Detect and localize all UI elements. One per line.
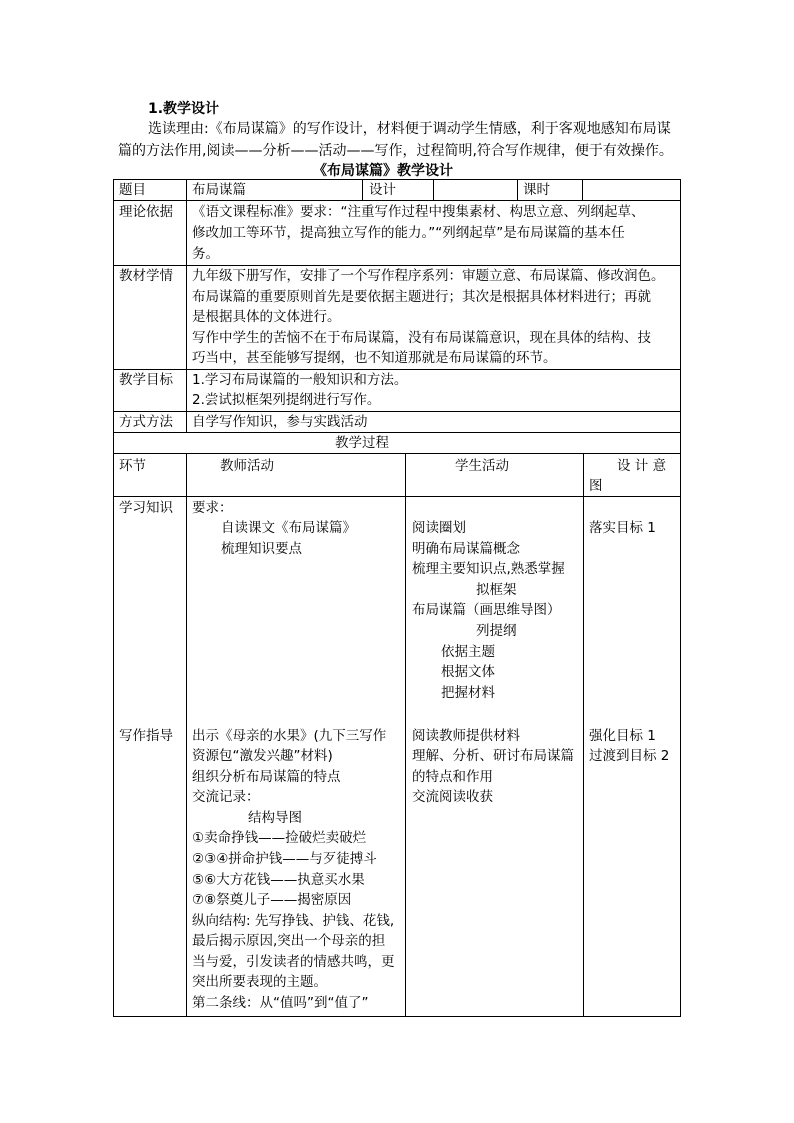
writing-teacher-line: 第二条线：从“值吗”到“值了” xyxy=(192,995,369,1011)
textbook-line: 写作中学生的苦恼不在于布局谋篇，没有布局谋篇意识，现在具体的结构、技 xyxy=(192,330,651,346)
intro-line-1: 选读理由:《布局谋篇》的写作设计，材料便于调动学生情感，利于客观地感知布局谋 xyxy=(148,121,671,137)
study-student-line: 根据文体 xyxy=(441,664,495,680)
method-label: 方式方法 xyxy=(119,414,173,430)
theory-line: 《语文课程标准》要求：“注重写作过程中搜集素材、构思立意、列纲起草、 xyxy=(192,204,645,220)
study-student-line: 布局谋篇（画思维导图） xyxy=(412,602,561,618)
theory-line: 务。 xyxy=(192,246,219,262)
design-label: 设计 xyxy=(369,182,396,198)
textbook-line: 巧当中，甚至能够写提纲，也不知道那就是布局谋篇的环节。 xyxy=(192,350,557,366)
writing-stage: 写作指导 xyxy=(119,728,173,744)
section-heading: 1.教学设计 xyxy=(148,101,220,117)
study-student-line: 列提纲 xyxy=(476,623,517,639)
goal-item: 1.学习布局谋篇的一般知识和方法。 xyxy=(192,372,408,388)
writing-student-line: 阅读教师提供材料 xyxy=(412,728,520,744)
study-student-line: 把握材料 xyxy=(441,685,495,701)
process-header: 教学过程 xyxy=(335,435,389,451)
writing-student-line: 的特点和作用 xyxy=(412,769,493,785)
goal-item: 2.尝试拟框架列提纲进行写作。 xyxy=(192,392,381,408)
column-intent: 设 计 意 xyxy=(617,458,667,474)
intro-line-2: 篇的方法作用,阅读——分析——活动——写作，过程简明,符合写作规律，便于有效操作。 xyxy=(118,143,673,159)
writing-teacher-line: 当与爱，引发读者的情感共鸣，更 xyxy=(192,954,395,970)
study-teacher-line: 梳理知识要点 xyxy=(221,541,302,557)
column-stage: 环节 xyxy=(119,458,146,474)
study-intent: 落实目标 1 xyxy=(589,520,656,536)
column-teacher: 教师活动 xyxy=(220,458,274,474)
column-intent-wrap: 图 xyxy=(589,478,603,494)
study-student-line: 阅读圈划 xyxy=(412,520,466,536)
writing-intent: 过渡到目标 2 xyxy=(589,748,670,764)
writing-teacher-line: 组织分析布局谋篇的特点 xyxy=(192,769,341,785)
writing-teacher-line: ①卖命挣钱——捡破烂卖破烂 xyxy=(192,830,367,846)
writing-teacher-line: ⑤⑥大方花钱——执意买水果 xyxy=(192,872,365,888)
study-student-line: 梳理主要知识点,熟悉掌握 xyxy=(412,561,565,577)
textbook-line: 布局谋篇的重要原则首先是要依据主题进行；其次是根据具体材料进行；再就 xyxy=(192,289,651,305)
study-student-line: 拟框架 xyxy=(476,582,517,598)
writing-teacher-line: ②③④拼命护钱——与歹徒搏斗 xyxy=(192,851,377,867)
document-title: 《布局谋篇》教学设计 xyxy=(313,163,453,179)
writing-teacher-line: 资源包“激发兴趣”材料) xyxy=(192,748,333,764)
textbook-label: 教材学情 xyxy=(119,268,173,284)
method-value: 自学写作知识，参与实践活动 xyxy=(192,414,368,430)
textbook-line: 九年级下册写作，安排了一个写作程序系列：审题立意、布局谋篇、修改润色。 xyxy=(192,268,665,284)
study-teacher-line: 要求： xyxy=(192,500,233,516)
study-student-line: 明确布局谋篇概念 xyxy=(412,541,520,557)
writing-teacher-line: 最后揭示原因,突出一个母亲的担 xyxy=(192,933,386,949)
column-student: 学生活动 xyxy=(455,458,509,474)
study-student-line: 依据主题 xyxy=(441,644,495,660)
writing-teacher-line: 纵向结构: 先写挣钱、护钱、花钱, xyxy=(192,913,395,929)
title-row-label: 题目 xyxy=(119,182,146,198)
writing-teacher-line: 出示《母亲的水果》(九下三写作 xyxy=(192,728,387,744)
theory-label: 理论依据 xyxy=(119,204,173,220)
theory-line: 修改加工等环节，提高独立写作的能力。”“列纲起草”是布局谋篇的基本任 xyxy=(192,225,625,241)
period-label: 课时 xyxy=(523,182,550,198)
writing-teacher-line: 结构导图 xyxy=(248,810,302,826)
writing-teacher-line: 突出所要表现的主题。 xyxy=(192,974,327,990)
writing-student-line: 理解、分析、研讨布局谋篇 xyxy=(412,748,574,764)
title-row-value: 布局谋篇 xyxy=(192,182,246,198)
writing-teacher-line: 交流记录： xyxy=(192,789,260,805)
writing-intent: 强化目标 1 xyxy=(589,728,656,744)
textbook-line: 是根据具体的文体进行。 xyxy=(192,309,341,325)
study-stage: 学习知识 xyxy=(119,500,173,516)
goals-label: 教学目标 xyxy=(119,372,173,388)
study-teacher-line: 自读课文《布局谋篇》 xyxy=(221,520,356,536)
writing-student-line: 交流阅读收获 xyxy=(412,789,493,805)
writing-teacher-line: ⑦⑧祭奠儿子——揭密原因 xyxy=(192,892,352,908)
